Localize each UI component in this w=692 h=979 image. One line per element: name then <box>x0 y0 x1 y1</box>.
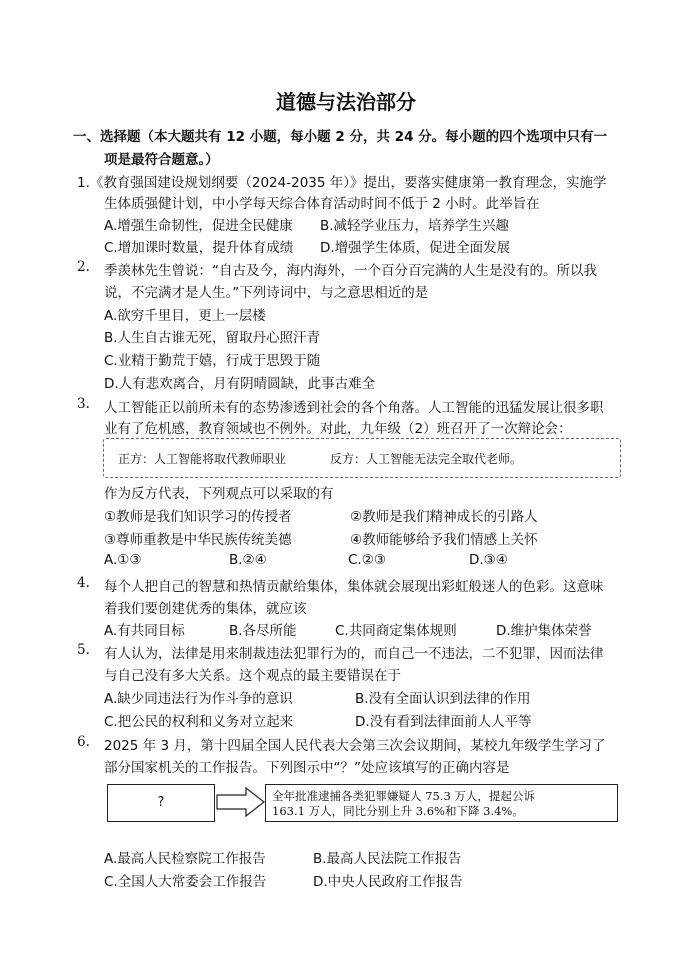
q4-option-d: D.维护集体荣誉 <box>496 623 592 639</box>
q2-option-c: C.业精于勤荒于嬉，行成于思毁于随 <box>104 353 321 369</box>
q6-option-b: B.最高人民法院工作报告 <box>313 851 462 867</box>
q5-option-c: C.把公民的权利和义务对立起来 <box>104 714 294 730</box>
q2-option-d: D.人有悲欢离合，月有阴晴圆缺，此事古难全 <box>104 376 376 392</box>
q6-stem-line1: 2025 年 3 月，第十四届全国人民代表大会第三次会议期间，某校九年级学生学习了 <box>104 738 606 754</box>
q1-option-a: A.增强生命韧性，促进全民健康 <box>104 218 293 234</box>
q3-option-c: C.②③ <box>348 552 386 568</box>
q6-number: 6. <box>77 734 90 750</box>
q1-stem-line1: 1.《教育强国建设规划纲要（2024-2035 年）》提出，要落实健康第一教育理念，实施学 <box>77 175 607 191</box>
q2-option-b: B.人生自古谁无死，留取丹心照汗青 <box>104 330 321 346</box>
q3-stem-line3: 作为反方代表，下列观点可以采取的有 <box>104 486 334 502</box>
q5-option-b: B.没有全面认识到法律的作用 <box>355 691 531 707</box>
section-heading-line2: 项是最符合题意。） <box>104 152 219 168</box>
debate-pro: 正方：人工智能将取代教师职业 <box>118 452 287 466</box>
q2-stem-line1: 季羡林先生曾说：“自古及今，海内海外，一个百分百完满的人生是没有的。所以我 <box>104 263 597 279</box>
q6-option-d: D.中央人民政府工作报告 <box>313 874 463 890</box>
q5-option-a: A.缺少同违法行为作斗争的意识 <box>104 691 293 707</box>
q6-option-c: C.全国人大常委会工作报告 <box>104 874 267 890</box>
q2-option-a: A.欲穷千里目，更上一层楼 <box>104 308 266 324</box>
question-mark: ? <box>157 795 165 810</box>
question-mark-box <box>107 784 215 822</box>
q5-stem-line1: 有人认为，法律是用来制裁违法犯罪行为的，而自己一不违法，二不犯罪，因而法律 <box>104 646 604 662</box>
q3-option-b: B.②④ <box>229 552 267 568</box>
q6-stem-line2: 部分国家机关的工作报告。下列图示中“？”处应该填写的正确内容是 <box>104 760 510 776</box>
q2-number: 2. <box>77 259 90 275</box>
right-arrow-icon <box>216 786 266 818</box>
q3-number: 3. <box>77 396 90 412</box>
q1-option-c: C.增加课时数量，提升体育成绩 <box>104 240 294 256</box>
q1-stem-line2: 生体质强健计划，中小学每天综合体育活动时间不低于 2 小时。此举旨在 <box>104 196 540 212</box>
q3-stem-line1: 人工智能正以前所未有的态势渗透到社会的各个角落。人工智能的迅猛发展让很多职 <box>104 400 604 416</box>
debate-con: 反方：人工智能无法完全取代老师。 <box>330 452 523 466</box>
q4-stem-line1: 每个人把自己的智慧和热情贡献给集体，集体就会展现出彩虹般迷人的色彩。这意味 <box>104 579 604 595</box>
q4-option-b: B.各尽所能 <box>229 623 297 639</box>
q3-stem-line2: 业有了危机感，教育领域也不例外。对此，九年级（2）班召开了一次辩论会： <box>104 421 572 437</box>
page-title: 道德与法治部分 <box>276 90 416 114</box>
q5-stem-line2: 与自己没有多大关系。这个观点的最主要错误在于 <box>104 668 401 684</box>
q3-statement-3: ③尊师重教是中华民族传统美德 <box>104 532 292 548</box>
report-info-box <box>265 784 618 822</box>
q3-option-a: A.①③ <box>104 552 142 568</box>
section-heading-line1: 一、选择题（本大题共有 12 小题，每小题 2 分，共 24 分。每小题的四个选项中只有一 <box>73 129 608 145</box>
report-info-line1: 全年批准逮捕各类犯罪嫌疑人 75.3 万人，提起公诉 <box>272 789 535 803</box>
q2-stem-line2: 说，不完满才是人生。”下列诗词中，与之意思相近的是 <box>104 285 429 301</box>
q3-statement-1: ①教师是我们知识学习的传授者 <box>104 509 292 525</box>
q4-stem-line2: 着我们要创建优秀的集体，就应该 <box>104 601 307 617</box>
report-info-line2: 163.1 万人，同比分别上升 3.6%和下降 3.4%。 <box>272 804 524 818</box>
debate-box <box>103 438 621 478</box>
q5-option-d: D.没有看到法律面前人人平等 <box>355 714 532 730</box>
q4-option-c: C.共同商定集体规则 <box>335 623 457 639</box>
q5-number: 5. <box>77 642 90 658</box>
q1-option-d: D.增强学生体质，促进全面发展 <box>320 240 511 256</box>
q1-option-b: B.减轻学业压力，培养学生兴趣 <box>320 218 510 234</box>
q3-statement-4: ④教师能够给予我们情感上关怀 <box>350 532 538 548</box>
q3-option-d: D.③④ <box>469 552 508 568</box>
q3-statement-2: ②教师是我们精神成长的引路人 <box>350 509 538 525</box>
q4-number: 4. <box>77 575 90 591</box>
q4-option-a: A.有共同目标 <box>104 623 185 639</box>
q6-option-a: A.最高人民检察院工作报告 <box>104 851 266 867</box>
